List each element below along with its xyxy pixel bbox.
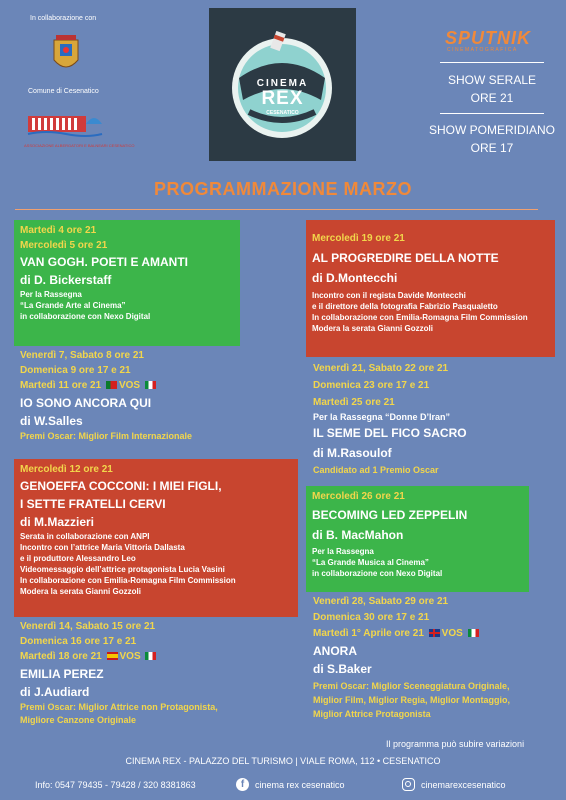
event-note: Modera la serata Gianni Gozzoli	[20, 587, 141, 596]
event-title: I SETTE FRATELLI CERVI	[20, 497, 166, 511]
uk-flag-icon	[429, 629, 440, 637]
show-evening-1: SHOW SERALE	[447, 73, 537, 87]
logo-top-text: CINEMA	[256, 78, 309, 89]
logo-bottom-text: CESENATICO	[266, 110, 299, 116]
event-title: GENOEFFA COCCONI: I MIEI FIGLI,	[20, 479, 222, 493]
event-director: di S.Baker	[313, 662, 372, 676]
disclaimer: Il programma può subire variazioni	[386, 739, 525, 749]
event-note: Incontro con l’attrice Maria Vittoria Dallasta	[20, 543, 185, 552]
show-afternoon-2: ORE 17	[470, 141, 514, 155]
event-date: Mercoledì 5 ore 21	[20, 240, 108, 251]
event-award: Premi Oscar: Miglior Film Internazionale	[20, 431, 193, 441]
event-award: Migliore Canzone Originale	[20, 715, 137, 725]
event-box-progredire	[306, 220, 555, 357]
event-note: e il produttore Alessandro Leo	[20, 554, 136, 563]
phone-info: Info: 0547 79435 - 79428 / 320 8381863	[35, 780, 196, 790]
event-note: Per la Rassegna	[20, 290, 82, 299]
event-date: Martedì 25 ore 21	[313, 397, 395, 408]
instagram-link[interactable]: cinemarexcesenatico	[421, 780, 506, 790]
cinema-rex-logo	[209, 8, 356, 161]
address: CINEMA REX - PALAZZO DEL TURISMO | VIALE ROMA, 112 • CESENATICO	[125, 756, 441, 766]
event-award: Premi Oscar: Miglior Sceneggiatura Originale,	[313, 681, 510, 691]
event-date: Domenica 16 ore 17 e 21	[20, 636, 137, 647]
event-date: Martedì 11 ore 21	[20, 380, 102, 391]
italy-flag-icon	[145, 381, 156, 389]
event-title: AL PROGREDIRE DELLA NOTTE	[312, 251, 499, 265]
event-note: Serata in collaborazione con ANPI	[20, 532, 150, 541]
title-underline	[15, 209, 538, 210]
collab-label: In collaborazione con	[30, 15, 97, 22]
event-director: di D. Bickerstaff	[20, 273, 112, 287]
association-logo-icon	[26, 112, 104, 142]
event-block-anora	[313, 594, 563, 721]
sputnik-sub: CINEMATOGRAFICA	[447, 47, 518, 53]
event-note: “La Grande Arte al Cinema”	[20, 301, 126, 310]
event-date: Venerdì 28, Sabato 29 ore 21	[313, 596, 449, 607]
event-note: in collaborazione con Nexo Digital	[20, 312, 151, 321]
italy-flag-icon	[145, 652, 156, 660]
divider	[440, 62, 544, 63]
facebook-link[interactable]: cinema rex cesenatico	[255, 780, 345, 790]
event-date: Mercoledì 12 ore 21	[20, 464, 113, 475]
event-title: IL SEME DEL FICO SACRO	[313, 426, 467, 440]
show-afternoon-1: SHOW POMERIDIANO	[428, 123, 555, 137]
event-note: In collaborazione con Emilia-Romagna Film Commission	[20, 576, 236, 585]
event-award: Candidato ad 1 Premio Oscar	[313, 465, 439, 475]
comune-label: Comune di Cesenatico	[28, 88, 99, 95]
event-director: di W.Salles	[20, 414, 83, 428]
vos-label: VOS	[118, 380, 141, 391]
portugal-flag-icon	[106, 381, 117, 389]
event-title: BECOMING LED ZEPPELIN	[312, 508, 468, 522]
event-date: Domenica 23 ore 17 e 21	[313, 380, 430, 391]
instagram-icon[interactable]	[402, 778, 415, 791]
event-note: Per la Rassegna	[312, 547, 374, 556]
event-note: “La Grande Musica al Cinema”	[312, 558, 429, 567]
logo-mid-text: REX	[261, 88, 304, 109]
event-date: Domenica 30 ore 17 e 21	[313, 612, 430, 623]
event-note: Per la Rassegna “Donne D’Iran”	[313, 412, 451, 422]
event-director: di B. MacMahon	[312, 528, 404, 542]
coat-of-arms-icon	[50, 34, 82, 76]
event-date: Martedì 1° Aprile ore 21	[313, 628, 424, 639]
event-date: Venerdì 14, Sabato 15 ore 21	[20, 621, 156, 632]
event-director: di J.Audiard	[20, 685, 90, 699]
event-date: Domenica 9 ore 17 e 21	[20, 365, 131, 376]
association-label: ASSOCIAZIONE ALBERGATORI E BALNEARI CESENATICO	[24, 143, 135, 148]
event-block-seme	[313, 361, 553, 477]
event-award: Miglior Attrice Protagonista	[313, 709, 431, 719]
event-note: e il direttore della fotografia Fabrizio Pasqualetto	[312, 302, 498, 311]
sputnik-logo: SPUTNIK	[445, 28, 532, 48]
event-award: Miglior Film, Miglior Regia, Miglior Montaggio,	[313, 695, 510, 705]
event-title: ANORA	[313, 644, 357, 658]
divider	[440, 113, 544, 114]
event-date: Mercoledì 19 ore 21	[312, 233, 405, 244]
event-box-led-zeppelin	[306, 486, 529, 592]
event-note: Videomessaggio dell’attrice protagonista Lucia Vasini	[20, 565, 225, 574]
vos-label: VOS	[441, 628, 463, 639]
event-note: Incontro con il regista Davide Montecchi	[312, 291, 466, 300]
event-director: di D.Montecchi	[312, 271, 398, 285]
event-date: Venerdì 7, Sabato 8 ore 21	[20, 350, 144, 361]
facebook-icon[interactable]: f	[236, 778, 249, 791]
event-date: Venerdì 21, Sabato 22 ore 21	[313, 363, 449, 374]
event-note: In collaborazione con Emilia-Romagna Film Commission	[312, 313, 528, 322]
event-note: Modera la serata Gianni Gozzoli	[312, 324, 433, 333]
event-title: EMILIA PEREZ	[20, 667, 104, 681]
event-title: VAN GOGH. POETI E AMANTI	[20, 255, 189, 269]
event-note: in collaborazione con Nexo Digital	[312, 569, 443, 578]
event-block-emilia-perez	[20, 619, 280, 727]
event-director: di M.Rasoulof	[313, 446, 392, 460]
show-evening-2: ORE 21	[470, 91, 514, 105]
event-date: Martedì 4 ore 21	[20, 225, 97, 236]
vos-label: VOS	[119, 651, 141, 662]
event-box-genoeffa	[14, 459, 298, 617]
page-title: PROGRAMMAZIONE MARZO	[154, 179, 412, 199]
event-title: IO SONO ANCORA QUI	[20, 396, 152, 410]
event-block-io-sono	[20, 348, 250, 443]
italy-flag-icon	[468, 629, 479, 637]
event-date: Martedì 18 ore 21	[20, 651, 102, 662]
event-box-van-gogh	[14, 220, 240, 346]
event-date: Mercoledì 26 ore 21	[312, 491, 405, 502]
spain-flag-icon	[107, 652, 118, 660]
event-director: di M.Mazzieri	[20, 515, 95, 529]
event-award: Premi Oscar: Miglior Attrice non Protagonista,	[20, 702, 218, 712]
